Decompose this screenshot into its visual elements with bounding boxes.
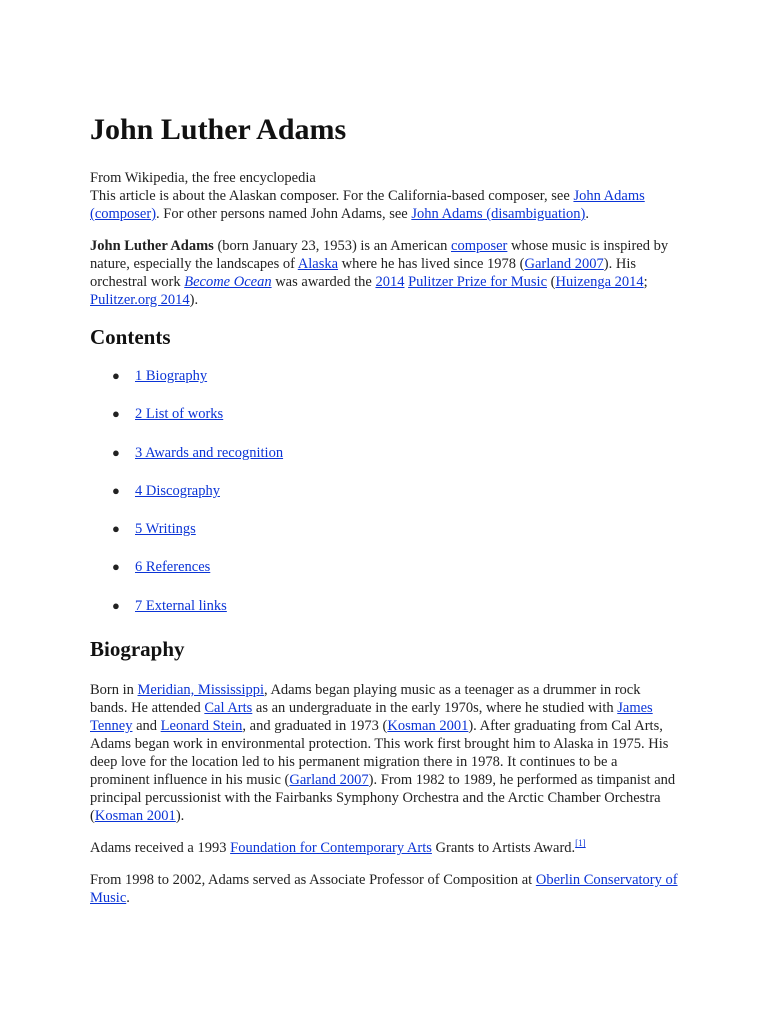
link-foundation-for-contemporary-arts[interactable]: Foundation for Contemporary Arts — [230, 840, 432, 857]
link-james-tenney[interactable]: James Tenney — [90, 700, 653, 735]
body-text: ). — [175, 808, 185, 825]
toc-item-awards — [90, 444, 678, 482]
link-garland-2007[interactable]: Garland 2007 — [524, 256, 604, 272]
lead-paragraph — [90, 237, 678, 309]
link-meridian-mississippi[interactable]: Meridian, Mississippi — [137, 682, 265, 699]
body-text: Grants to Artists Award. — [431, 840, 576, 857]
bullet-icon: ● — [112, 521, 120, 537]
lead-text: ; — [643, 274, 648, 290]
body-text: as an undergraduate in the early 1970s, where he studied with — [252, 700, 618, 717]
body-text: ). After graduating from Cal Arts, Adams began work in environmental protection. This work first brought him to Alaska in 1975. His deep love for the location led to his permanent migration there in 1978. It continues to be a prominent influence in his music ( — [90, 718, 669, 789]
biography-heading: Biography — [90, 637, 185, 662]
bullet-icon: ● — [112, 597, 120, 613]
toc-item-discography — [90, 482, 678, 520]
lead-text: where he has lived since 1978 ( — [338, 256, 525, 272]
link-garland-2007[interactable]: Garland 2007 — [289, 772, 369, 789]
bullet-icon: ● — [112, 559, 120, 575]
link-leonard-stein[interactable]: Leonard Stein — [160, 718, 243, 735]
body-text: , Adams began playing music as a teenager as a drummer in rock bands. He attended — [90, 682, 641, 717]
link-john-adams-disambiguation[interactable]: John Adams (disambiguation) — [411, 206, 586, 222]
toc-link-biography[interactable]: 1 Biography — [135, 368, 208, 384]
bullet-icon: ● — [112, 368, 120, 383]
link-cal-arts[interactable]: Cal Arts — [204, 700, 253, 717]
lead-subject-bold: John Luther Adams — [90, 238, 214, 254]
body-text: From 1998 to 2002, Adams served as Associate Professor of Composition at — [90, 872, 536, 889]
lead-text: was awarded the — [271, 274, 376, 290]
toc-link-references[interactable]: 6 References — [135, 559, 211, 576]
link-john-adams-composer[interactable]: John Adams (composer) — [90, 188, 645, 222]
body-text: and — [132, 718, 161, 735]
link-pulitzer-prize-for-music[interactable]: Pulitzer Prize for Music — [408, 274, 548, 290]
body-text: . — [126, 890, 130, 907]
hatnote — [90, 187, 678, 223]
body-text: Born in — [90, 682, 138, 699]
link-become-ocean[interactable]: Become Ocean — [184, 274, 272, 290]
hatnote-text: . — [585, 206, 589, 222]
link-composer[interactable]: composer — [451, 238, 508, 254]
toc-link-external-links[interactable]: 7 External links — [135, 597, 227, 614]
toc-item-writings — [90, 520, 678, 558]
biography-paragraph-2 — [90, 839, 678, 857]
link-pulitzer-org-2014[interactable]: Pulitzer.org 2014 — [90, 292, 190, 308]
link-oberlin-conservatory[interactable]: Oberlin Conservatory of Music — [90, 872, 678, 907]
toc-item-references — [90, 558, 678, 596]
toc-link-writings[interactable]: 5 Writings — [135, 521, 196, 538]
hatnote-text: . For other persons named John Adams, see — [156, 206, 412, 222]
link-alaska[interactable]: Alaska — [297, 256, 339, 272]
link-kosman-2001[interactable]: Kosman 2001 — [94, 808, 176, 825]
biography-paragraph-3 — [90, 871, 678, 907]
toc-link-discography[interactable]: 4 Discography — [135, 482, 220, 499]
lead-text: (born January 23, 1953) is an American — [213, 238, 452, 254]
hatnote-text: This article is about the Alaskan composer. For the California-based composer, see — [90, 188, 574, 204]
body-text: Adams received a 1993 — [90, 840, 231, 857]
table-of-contents — [90, 367, 678, 635]
lead-text: ). His orchestral work — [90, 256, 637, 290]
link-kosman-2001[interactable]: Kosman 2001 — [387, 718, 469, 735]
bullet-icon: ● — [112, 482, 120, 498]
lead-text: ). — [189, 292, 199, 308]
link-2014[interactable]: 2014 — [375, 274, 405, 290]
lead-text: ( — [547, 274, 556, 290]
body-text: ). From 1982 to 1989, he performed as timpanist and principal percussionist with the Fairbanks Symphony Orchestra and the Arctic Chamber Orchestra ( — [90, 772, 676, 825]
toc-item-external-links — [90, 597, 678, 635]
toc-link-list-of-works[interactable]: 2 List of works — [135, 406, 224, 423]
bullet-icon: ● — [112, 444, 120, 460]
lead-text: whose music is inspired by nature, especially the landscapes of — [90, 238, 669, 272]
site-subtitle: From Wikipedia, the free encyclopedia — [90, 170, 316, 186]
body-text: , and graduated in 1973 ( — [242, 718, 388, 735]
bullet-icon: ● — [112, 406, 120, 422]
link-huizenga-2014[interactable]: Huizenga 2014 — [555, 274, 644, 290]
biography-paragraph-1 — [90, 681, 678, 825]
page-title: John Luther Adams — [90, 113, 347, 146]
reference-link-1[interactable]: [1] — [575, 838, 586, 849]
contents-heading: Contents — [90, 325, 171, 349]
toc-link-awards-and-recognition[interactable]: 3 Awards and recognition — [135, 444, 284, 461]
toc-item-biography — [90, 367, 678, 405]
toc-item-list-of-works — [90, 405, 678, 443]
